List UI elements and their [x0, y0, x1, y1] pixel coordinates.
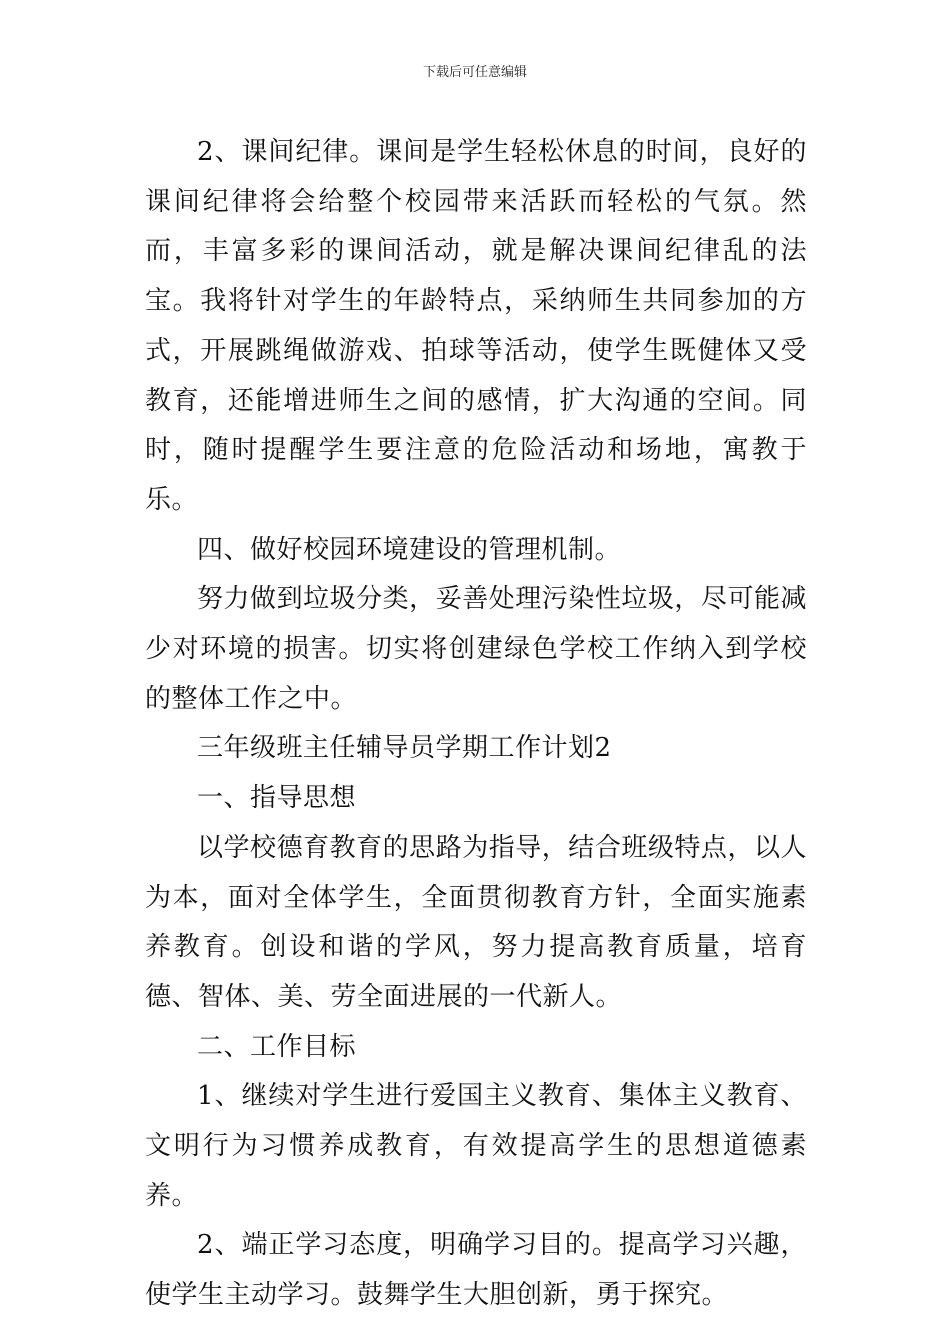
paragraph-heading-guiding-ideology: 一、指导思想: [197, 783, 357, 814]
paragraph-garbage-sorting: 努力做到垃圾分类，妥善处理污染性垃圾，尽可能减少对环境的损害。切实将创建绿色学校工作纳入到学校的整体工作之中。: [145, 584, 807, 714]
paragraph-heading-environment-mechanism: 四、做好校园环境建设的管理机制。: [197, 534, 622, 565]
paragraph-heading-work-goals: 二、工作目标: [197, 1031, 357, 1062]
paragraph-plan-title: 三年级班主任辅导员学期工作计划2: [197, 733, 612, 764]
paragraph-goal-2: 2、端正学习态度，明确学习目的。提高学习兴趣，使学生主动学习。鼓舞学生大胆创新，勇于探究。: [145, 1230, 807, 1311]
paragraph-class-break-discipline: 2、课间纪律。课间是学生轻松休息的时间，良好的课间纪律将会给整个校园带来活跃而轻松的气氛。然而，丰富多彩的课间活动，就是解决课间纪律乱的法宝。我将针对学生的年龄特点，采纳师生共同参加的方式，开展跳绳做游戏、拍球等活动，使学生既健体又受教育，还能增进师生之间的感情，扩大沟通的空间。同时，随时提醒学生要注意的危险活动和场地，寓教于乐。: [145, 137, 807, 515]
document-body: [145, 128, 807, 1321]
page-header: 下载后可任意编辑: [422, 65, 527, 80]
paragraph-guiding-ideology: 以学校德育教育的思路为指导，结合班级特点，以人为本，面对全体学生，全面贯彻教育方针，全面实施素养教育。创设和谐的学风，努力提高教育质量，培育德、智体、美、劳全面进展的一代新人。: [145, 832, 807, 1012]
paragraph-goal-1: 1、继续对学生进行爱国主义教育、集体主义教育、文明行为习惯养成教育，有效提高学生的思想道德素养。: [145, 1081, 807, 1211]
